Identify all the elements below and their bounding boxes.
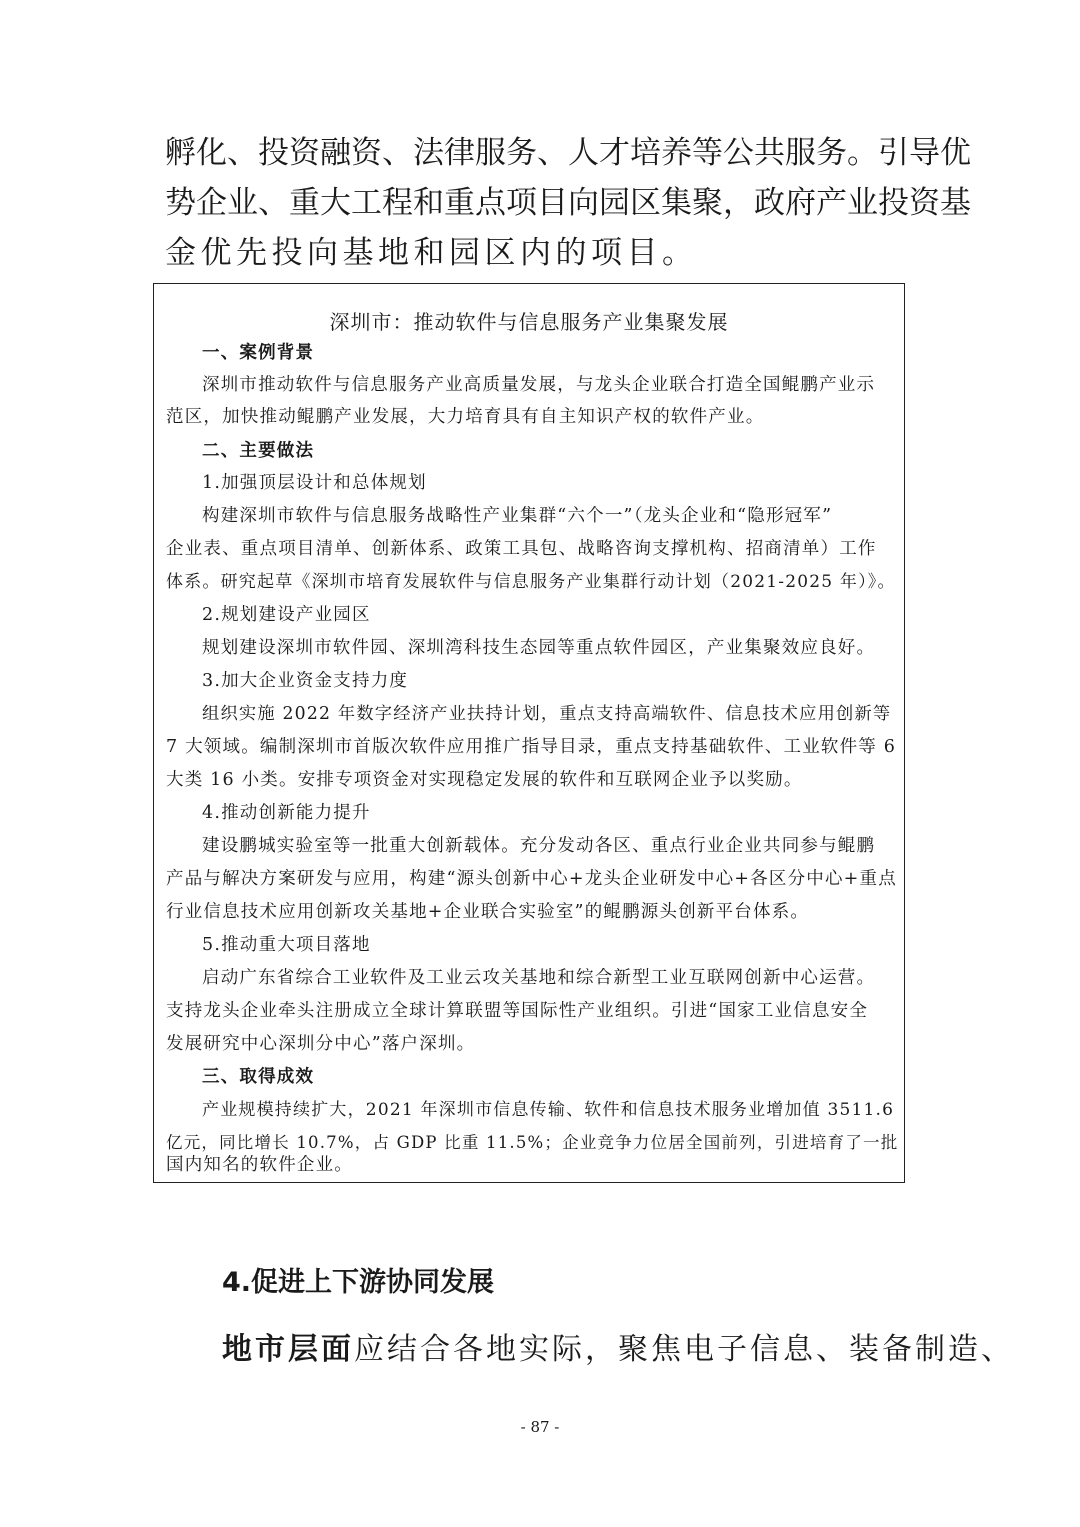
case-text-line: 组织实施 2022 年数字经济产业扶持计划，重点支持高端软件、信息技术应用创新等	[202, 704, 892, 724]
case-text-line: 行业信息技术应用创新攻关基地+企业联合实验室”的鲲鹏源头创新平台体系。	[166, 902, 810, 922]
page-number: - 87 -	[520, 1418, 560, 1436]
subheading-measure-5: 5.推动重大项目落地	[202, 935, 371, 955]
case-text-line: 规划建设深圳市软件园、深圳湾科技生态园等重点软件园区，产业集聚效应良好。	[202, 638, 876, 658]
case-text-line: 发展研究中心深圳分中心”落户深圳。	[166, 1034, 476, 1054]
heading-main-measures: 二、主要做法	[202, 441, 315, 461]
heading-case-background: 一、案例背景	[202, 343, 315, 363]
case-text-line: 建设鹏城实验室等一批重大创新载体。充分发动各区、重点行业企业共同参与鲲鹏	[202, 836, 876, 856]
case-text-line: 企业表、重点项目清单、创新体系、政策工具包、战略咨询支撑机构、招商清单）工作	[166, 539, 877, 559]
case-text-line: 产品与解决方案研发与应用，构建“源头创新中心+龙头企业研发中心+各区分中心+重点	[166, 869, 897, 889]
intro-paragraph	[165, 128, 971, 278]
subheading-measure-4: 4.推动创新能力提升	[202, 803, 371, 823]
subheading-measure-2: 2.规划建设产业园区	[202, 605, 371, 625]
case-text-line: 体系。研究起草《深圳市培育发展软件与信息服务产业集群行动计划（2021-2025 年）》。	[166, 572, 896, 592]
subheading-measure-1: 1.加强顶层设计和总体规划	[202, 473, 427, 493]
case-text-line: 亿元，同比增长 10.7%，占 GDP 比重 11.5%；企业竞争力位居全国前列，引进培育了一批	[166, 1133, 899, 1152]
case-study-box	[153, 283, 905, 1183]
subheading-measure-3: 3.加大企业资金支持力度	[202, 671, 409, 691]
heading-results: 三、取得成效	[202, 1067, 315, 1087]
intro-line-1: 孵化、投资融资、法律服务、人才培养等公共服务。引导优	[165, 135, 971, 171]
closing-text: 应结合各地实际，聚焦电子信息、装备制造、	[354, 1332, 1014, 1367]
case-text-line: 大类 16 小类。安排专项资金对实现稳定发展的软件和互联网企业予以奖励。	[166, 770, 803, 790]
section-heading: 4.促进上下游协同发展	[222, 1267, 495, 1298]
case-text-line: 构建深圳市软件与信息服务战略性产业集群“六个一”（龙头企业和“隐形冠军”	[202, 506, 833, 526]
intro-line-2: 势企业、重大工程和重点项目向园区集聚，政府产业投资基	[165, 185, 971, 221]
case-text-line: 7 大领域。编制深圳市首版次软件应用推广指导目录，重点支持基础软件、工业软件等 6	[166, 737, 897, 757]
closing-paragraph	[222, 1324, 1014, 1368]
closing-bold-lead: 地市层面	[222, 1332, 354, 1367]
case-text-line: 支持龙头企业牵头注册成立全球计算联盟等国际性产业组织。引进“国家工业信息安全	[166, 1001, 869, 1021]
case-text-line: 产业规模持续扩大，2021 年深圳市信息传输、软件和信息技术服务业增加值 3511.6	[202, 1100, 895, 1120]
case-text-line: 深圳市推动软件与信息服务产业高质量发展，与龙头企业联合打造全国鲲鹏产业示	[202, 375, 876, 395]
case-text-line: 范区，加快推动鲲鹏产业发展，大力培育具有自主知识产权的软件产业。	[166, 407, 765, 427]
case-text-line: 国内知名的软件企业。	[166, 1155, 353, 1175]
case-study-title: 深圳市：推动软件与信息服务产业集聚发展	[329, 310, 729, 334]
case-text-line: 启动广东省综合工业软件及工业云攻关基地和综合新型工业互联网创新中心运营。	[202, 968, 876, 988]
intro-line-3: 金优先投向基地和园区内的项目。	[165, 235, 698, 271]
